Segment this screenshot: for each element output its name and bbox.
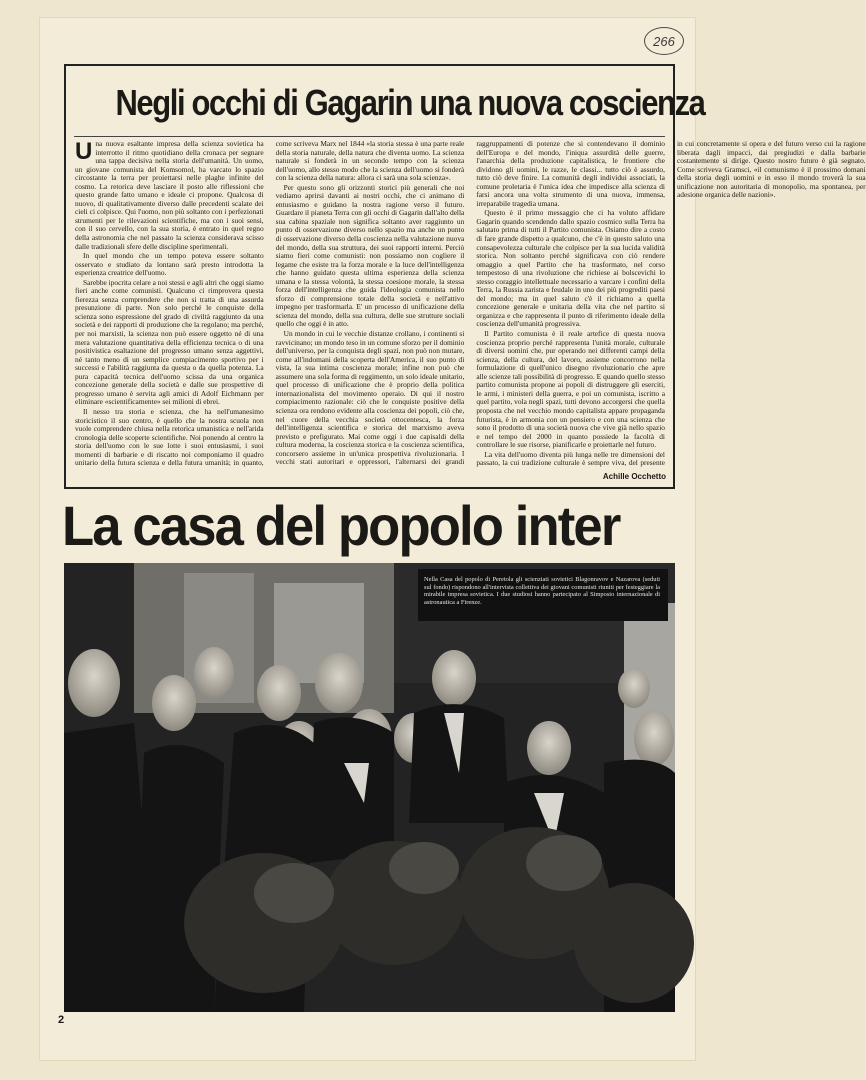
article-paragraph: Un mondo in cui le vecchie distanze crollano, i continenti si ravvicinano; un mondo teso in un comune sforzo per il dominio dell'universo, per la conquista degli spazi, non può non mutare, come all'indomani della scoperta dell'America, il suo punto di vista, la sua intima coscienza morale; infine non può che assumere una sola forma di reggimento, un solo ideale unitario, quel processo di unificazione che è proprio della politica internazionalista del movimento operaio. Di qui il nostro compiacimento razionale: ciò che le conquiste positive della scienza ora rendono evidente alla coscienza dei popoli, ciò che, nel cuore della vecchia società ottocentesca, la forza dell'intelligenza scientifica e storica del marxismo aveva previsto e prefigurato. Mai come oggi i due capisaldi della cultura moderna, la coscienza storica e la coscienza scientifica, concorsero assieme in un'unica prospettiva rivoluzionaria. I vecchi stati autoritari e oppressori, l'alternarsi dei grandi raggruppamenti di potenze che si contendevano il dominio dell'Europa e del mondo, l'iniqua assurdità delle guerre, l'anarchia della produzione capitalistica, le frontiere che dividono gli uomini, le razze, le classi... tutto ciò è assurdo, tutto ciò deve finire. La comunità degli individui associati, la comune proletaria è l'unica idea che impedisce alla scienza di farsi ancora una volta strumento di una nuova, immensa, irreparabile tragedia umana. — [275, 139, 665, 467]
article-paragraph — [75, 140, 264, 251]
headline-rule — [74, 136, 665, 137]
first-paragraph-text: na nuova esaltante impresa della scienza sovietica ha interrotto il ritmo quotidiano della cronaca per segnare una tappa decisiva nella storia dell'umanità. Un uomo, un giovane comunista del Komsomol, ha varcato lo spazio circostante la terra per proiettarsi nelle plaghe infinite del cosmo. La retorica deve lasciare il posto alle riflessioni che questo grande fatto umano e ideale ci propone. Qualcosa di nuovo, di qualitativamente diverso dalle precedenti scalate dei cieli ci colpisce. Qui l'uomo, non più soltanto con i perfezionati strumenti per le rilevazioni scientifiche, ma con i suoi sensi, con il suo cervello, con la sua storia, è entrato in quel regno della astronomia che nel passato la scienza considerava scisso dalle tradizionali sfere delle discipline sperimentali. — [75, 139, 264, 251]
feature-photo — [64, 563, 675, 1012]
article-body — [75, 138, 866, 470]
article-byline: Achille Occhetto — [602, 472, 666, 481]
article-paragraph: La vita dell'uomo diventa più lunga nelle tre dimensioni del passato, la cui tradizione culturale è sempre viva, del presente in cui concretamente si opera e del futuro verso cui la ragione liberata dagli impacci, dai pregiudizi e dalla barbarie costantemente si dirige. Questo nostro futuro è già segnato. Come scriveva Gramsci, «il comunismo è il prossimo domani della storia degli uomini e in esso il mondo troverà la sua unificazione non autoritaria di monopolio, ma spontanea, per adesione organica delle nazioni». — [476, 139, 866, 468]
photo-illustration — [64, 563, 675, 1012]
article-paragraph: In quel mondo che un tempo poteva essere soltanto osservato e studiato da lontano sarà presto introdotta la esperienza creatrice dell'uomo. — [75, 251, 264, 278]
article-paragraph: Questo è il primo messaggio che ci ha voluto affidare Gagarin quando scendendo dallo spazio cosmico sulla Terra ha salutato prima di tutti il Partito comunista. Osiamo dire a costo di fare grande dispetto a qualcuno, che c'è in questo saluto una consapevolezza culturale che colpisce per la sua lucida validità storica. Non soltanto perché significava con ciò rendere omaggio a quel Partito che ha trasformato, nel corso tempestoso di una rivoluzione che richiese ai bolscevichi lo stesso coraggio intellettuale necessario a varcare i confini della Terra, la Russia zarista e feudale in uno dei più progrediti paesi del mondo; ma in quel saluto c'è il richiamo a quella concezione generale e unitaria della vita che nel partito si organizza e che rappresenta il punto di riferimento ideale della coscienza dell'umanità progressiva. — [476, 208, 665, 329]
article-paragraph: Sarebbe ipocrita celare a noi stessi e agli altri che oggi siamo fieri anche come comunisti. Qualcuno ci rimprovera questa fierezza senza comprendere che non si tratta di una assurda presunzione di parte. Non solo perché le conquiste della scienza sono espressione del grado di civiltà raggiunto da una società e dei rapporti di produzione che la regolano; ma perché, per noi marxisti, la scienza non può essere oggetto né di una mera valutazione quantitativa della efficienza tecnica o di una positivistica esaltazione del progresso umano senza aggettivi, né tanto meno di un semplice compiacimento sportivo per i successi e l'abilità raggiunta da questa o da quella potenza. La pura capacità tecnica dell'uomo scissa da una organica concezione generale della società e dalle sue prospettive di progresso umano è servita agli amici di Adolf Eichmann per eliminare «scientificamente» sei milioni di ebrei. — [75, 277, 264, 407]
feature-title: La casa del popolo inter — [62, 494, 620, 557]
article-paragraph: Per questo sono gli orizzonti storici più generali che noi vediamo aprirsi davanti ai nostri occhi, che ci animano di entusiasmo e guidano la nostra ragione verso il futuro. Guardare il pianeta Terra con gli occhi di Gagarin dall'alto della sua cabina spaziale non significa soltanto aver raggiunto un punto di osservazione diverso nello spazio ma anche un punto di osservazione diverso della coscienza nella valutazione nuova del mondo, della sua struttura, dei suoi rapporti interni. Perciò siamo fieri come comunisti: non possiamo non cogliere il legame che esiste tra la forza morale e la luce dell'intelligenza che hanno guidato questa ultima esperienza della scienza umana e la stessa volontà, la stessa coesione morale, la stessa forza dell'intelligenza che guida l'ideologia comunista nello sforzo di comprensione totale della società e nell'attivo impegno per trasformarla. E' un processo di unificazione della scienza del mondo, della sua cultura, delle sue strutture sociali quello che oggi è in atto. — [275, 182, 465, 329]
drop-cap: U — [75, 138, 93, 165]
article-paragraph: Il Partito comunista è il reale artefice di questa nuova coscienza proprio perché rappresenta l'unità morale, culturale di diversi uomini che, pur operando nei differenti campi della scienza, della cultura, del lavoro, assieme concorrono nella formulazione di quell'unico disegno rivoluzionario che apre alle scienze tali possibilità di progresso. E quando quello stesso partito comunista propone ai popoli di distruggere gli eserciti, le armi, i ministeri della guerra, e poi un comunista, iscritto a quel partito, vola negli spazi, tutti devono accorgersi che quella proposta che nel vecchio mondo capitalista appare propaganda futurista, è in armonia con un pensiero e con una scienza che sono il prodotto di una società nuova che vive già nello spazio e nel tempo del 2000 in quanto possiede la facoltà di controllare le sue risorse, pianificarle e proiettarle nel futuro. — [476, 329, 665, 450]
article-headline: Negli occhi di Gagarin una nuova coscienza — [115, 82, 705, 123]
photo-caption: Nella Casa del popolo di Peretola gli scienziati sovietici Blagonravov e Nazarova (seduti sul fondo) rispondono all'intervista collettiva dei giovani comunisti riuniti per festeggiare la mirabile impresa sovietica. I due studiosi hanno partecipato al Simposio internazionale di astronautica a Firenze. — [424, 576, 660, 606]
page-number: 2 — [58, 1014, 65, 1026]
page-stamp: 266 — [644, 27, 684, 55]
article-paragraph: Il nesso tra storia e scienza, che ha nell'umanesimo storicistico il suo centro, è quello che la nostra scuola non vuole comprendere chiusa nella retorica umanistica e nell'arida cronologia delle scoperte scientifiche. Noi ponendo al centro la storia dell'uomo con le sue lotte i suoi entusiasmi, i suoi momenti di barbarie e di riscatto noi componiamo il quadro unitario della futura scienza e della futura umanità; in quanto, come scriveva Marx nel 1844 «la storia stessa è una parte reale della storia naturale, della natura che diventa uomo. La scienza naturale si fonderà in un secondo tempo con la scienza dell'uomo, allo stesso modo che la scienza dell'uomo si fonderà con la scienza della natura: allora ci sarà una sola scienza». — [75, 139, 465, 468]
